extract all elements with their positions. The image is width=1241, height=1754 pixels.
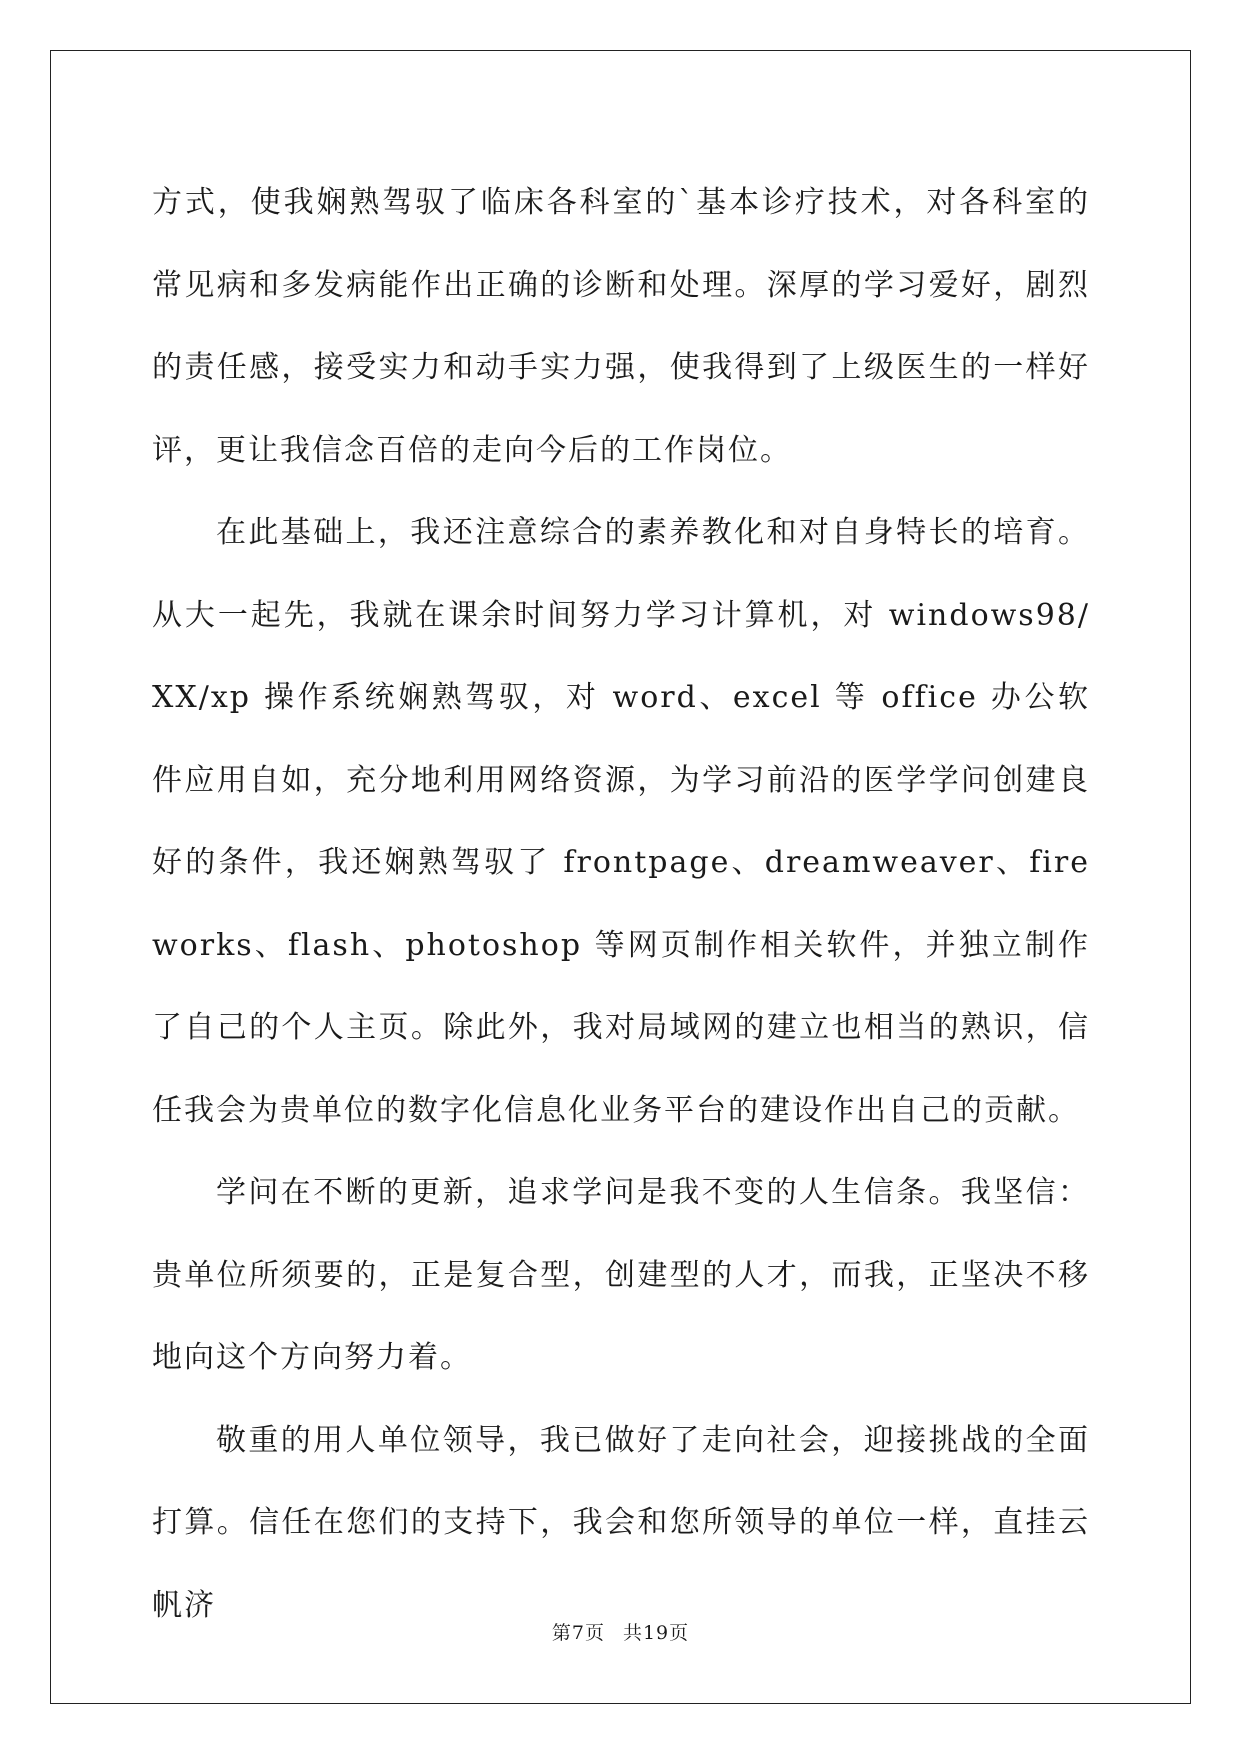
paragraph: 在此基础上，我还注意综合的素养教化和对自身特长的培育。从大一起先，我就在课余时间努力学习计算机，对 windows98/XX/xp 操作系统娴熟驾驭，对 word、excel 等 office 办公软件应用自如，充分地利用网络资源，为学习前沿的医学学问创建良好的条件，我还娴熟驾驭了 frontpage、dreamweaver、fireworks、flash、photoshop 等网页制作相关软件，并独立制作了自己的个人主页。除此外，我对局域网的建立也相当的熟识，信任我会为贵单位的数字化信息化业务平台的建设作出自己的贡献。 <box>152 515 1090 1128</box>
paragraph: 学问在不断的更新，追求学问是我不变的人生信条。我坚信：贵单位所须要的，正是复合型，创建型的人才，而我，正坚决不移地向这个方向努力着。 <box>152 1175 1090 1375</box>
page-total: 共19页 <box>622 1622 690 1644</box>
document-body <box>152 162 1090 1647</box>
page-number: 第7页 <box>551 1622 605 1644</box>
paragraph: 方式，使我娴熟驾驭了临床各科室的`基本诊疗技术，对各科室的常见病和多发病能作出正确的诊断和处理。深厚的学习爱好，剧烈的责任感，接受实力和动手实力强，使我得到了上级医生的一样好评，更让我信念百倍的走向今后的工作岗位。 <box>152 185 1090 468</box>
page-footer <box>0 1618 1241 1645</box>
paragraph: 敬重的用人单位领导，我已做好了走向社会，迎接挑战的全面打算。信任在您们的支持下，我会和您所领导的单位一样，直挂云帆济 <box>152 1422 1090 1623</box>
